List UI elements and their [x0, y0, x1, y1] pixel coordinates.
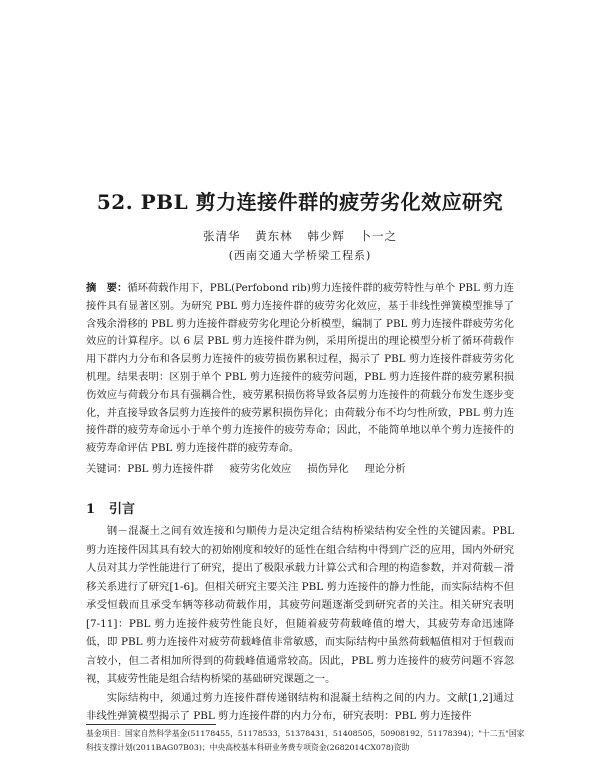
keywords-label: 关键词： — [86, 463, 128, 475]
footnote-divider — [86, 724, 216, 725]
body-text — [86, 522, 514, 726]
paragraph: 实际结构中，须通过剪力连接件群传递钢结构和混凝土结构之间的内力。文献[1,2]通过非线性弹簧模型揭示了 PBL 剪力连接件群的内力分布，研究表明：PBL 剪力连接件 — [86, 691, 514, 722]
author-name: 张清华 — [203, 229, 241, 243]
author-name: 韩少辉 — [307, 229, 345, 243]
abstract-label: 摘 要： — [86, 282, 128, 294]
section-number: 1 — [86, 502, 96, 517]
paragraph: 钢－混凝土之间有效连接和匀顺传力是决定组合结构桥梁结构安全性的关键因素。PBL 剪力连接件因其具有较大的初始刚度和较好的延性在组合结构中得到广泛的应用，国内外研究人员对其力学性能进行了研究，提出了极限承载力计算公式和合理的构造参数，并对荷载－滑移关系进行了研究[1-6]。但相关研究主要关注 PBL 剪力连接件的静力性能，而实际结构不但承受恒载而且承受车辆等移动荷载作用，其疲劳问题逐渐受到研究者的关注。相关研究表明[7-11]：PBL 剪力连接件疲劳性能良好，但随着疲劳荷载峰值的增大，其疲劳寿命迅速降低，即 PBL 剪力连接件对疲劳荷载峰值非常敏感，而实际结构中虽然荷载幅值相对于恒载而言较小，但二者相加所得到的荷载峰值通常较高。因此，PBL 剪力连接件的疲劳问题不容忽视，其疲劳性能是组合结构桥梁的基础研究课题之一。 — [86, 525, 514, 685]
keywords — [86, 461, 514, 478]
keyword: 损伤异化 — [307, 463, 349, 475]
abstract-text: 循环荷载作用下，PBL(Perfobond rib)剪力连接件群的疲劳特性与单个 PBL 剪力连接件具有显著区别。为研究 PBL 剪力连接件群的疲劳劣化效应，基于非线性弹簧模型推导了含残余滑移的 PBL 剪力连接件群疲劳劣化理论分析模型，编制了 PBL 剪力连接件群疲劳劣化效应的计算程序。以 6 层 PBL 剪力连接件群为例，采用所提出的理论模型分析了循环荷载作用下群内力分布和各层剪力连接件的疲劳损伤累积过程，揭示了 PBL 剪力连接件群疲劳劣化机理。结果表明：区别于单个 PBL 剪力连接件的疲劳问题，PBL 剪力连接件群的疲劳累积损伤效应与荷载分布具有强耦合性，疲劳累积损伤将导致各层剪力连接件的荷载分布发生逐步变化，并直接导致各层剪力连接件的疲劳累积损伤异化；由荷载分布不均匀性所致，PBL 剪力连接件群的疲劳寿命远小于单个剪力连接件的疲劳寿命；因此，不能简单地以单个剪力连接件的疲劳寿命评估 PBL 剪力连接件群的疲劳寿命。 — [86, 282, 514, 455]
keyword: 理论分析 — [364, 463, 406, 475]
keyword: PBL 剪力连接件群 — [127, 463, 214, 475]
author-list — [0, 228, 600, 244]
footnote: 基金项目：国家自然科学基金(51178455，51178533，51378431，51408505，50908192，51178394)；"十二五"国家科技支撑计划(2011BAG07B03)；中央高校基本科研业务费专项资金(2682014CX078)资助 — [86, 729, 525, 752]
keyword: 疲劳劣化效应 — [229, 463, 292, 475]
author-name: 卜一之 — [359, 229, 397, 243]
paper-title: 52. PBL 剪力连接件群的疲劳劣化效应研究 — [96, 190, 504, 214]
section-heading — [86, 498, 135, 517]
affiliation: (西南交通大学桥梁工程系) — [228, 249, 372, 262]
section-title: 引言 — [109, 502, 136, 517]
author-name: 黄东林 — [255, 229, 293, 243]
abstract — [86, 280, 514, 458]
